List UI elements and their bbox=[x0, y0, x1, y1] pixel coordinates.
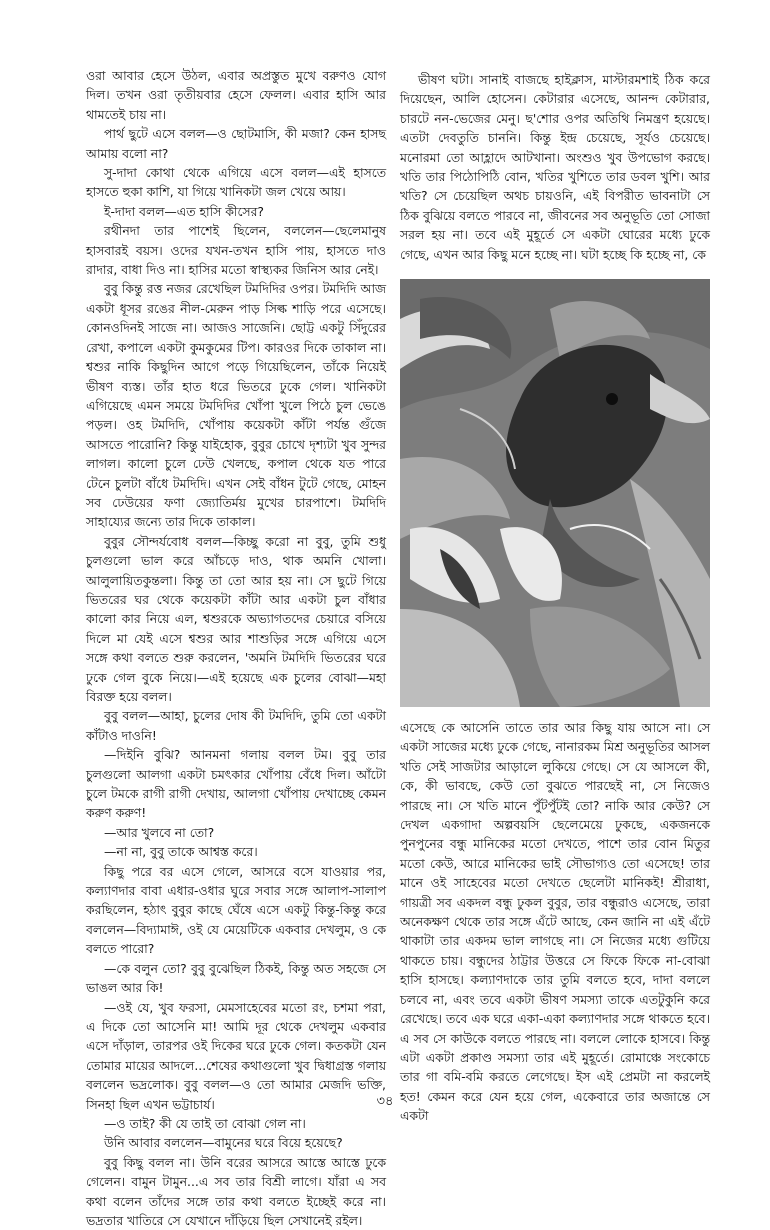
paragraph: —দিইনি বুঝি? আনমনা গলায় বলল টম। বুবু তার চুলগুলো আলগা একটা চমৎকার খোঁপায় বেঁধে দিল। আঁটো চুলে টমকে রাগী রাগী দেখায়, আলগা খোঁপায় দেখাচ্ছে কেমন করুণ করুণ! bbox=[86, 747, 386, 821]
paragraph: বুবু কিন্তু রত্ত নজর রেখেছিল টমদিদির ওপর। টমদিদি আজ একটা ধূসর রঙের নীল-মেরুন পাড় সিল্ক শাড়ি পরে এসেছে। কোনওদিনই সাজে না। আজও সাজেনি। ছোট্ট একটু সিঁদুরের রেখা, কপালে একটা কুমকুমের টিপ। কারওর দিকে তাকাল না। শ্বশুর নাকি কিছুদিন আগে পড়ে গিয়েছিলেন, তাঁকে নিয়েই ভীষণ ব্যস্ত। তাঁর হাত ধরে ভিতরে ঢুকে গেল। খানিকটা এগিয়েছে এমন সময়ে টমদিদির খোঁপা খুলে পিঠে চুল ভেঙে পড়ল। ওহ টমদিদি, খোঁপায় কয়েকটা কাঁটা পর্যন্ত গুঁজে আসতে পারোনি? কিন্তু যাইহোক, বুবুর চোখে দৃশ্যটা খুব সুন্দর লাগল। কালো চুলে ঢেউ খেলছে, কপাল থেকে যত পারে টেনে চুলটা বাঁধে টমদিদি। এখন সেই বাঁধন টুটে গেছে, মোহন সব ঢেউয়ের ফণা জ্যোতির্ময় মুখের চারপাশে। টমদিদি সাহায্যের জন্যে তার দিকে তাকাল। bbox=[86, 281, 386, 530]
paragraph: এসেছে কে আসেনি তাতে তার আর কিছু যায় আসে না। সে একটা সাজের মধ্যে ঢুকে গেছে, নানারকম মিশ্র অনুভূতির আসল খতি সেই সাজটার আড়ালে লুকিয়ে গেছে। সে যে আসলে কী, কে, কী ভাবছে, কেউ তো বুঝতে পারছেই না, সে নিজেও পারছে না। সে খতি মানে পুঁটপুঁটই তো? নাকি আর কেউ? সে দেখল একগাদা অল্পবয়সি ছেলেমেয়ে ঢুকছে, একজনকে পুনপুনের বন্ধু মানিকের মতো দেখতে, পাশে তার বোন মিতুর মতো কেউ, আরে মানিকের ভাই সৌভাগ্যও তো এসেছে! তার মানে ওই সাহেবের মতো দেখতে ছেলেটা মানিকই! শ্রীরাধা, গায়ত্রী সব একদল বন্ধু ঢুকল বুবুর, তার বন্ধুরাও এসেছে, তারা অনেকক্ষণ থেকে তার সঙ্গে এঁটে আছে, কেন জানি না এই এঁটে থাকাটা তার একদম ভাল লাগছে না। সে নিজের মধ্যে গুটিয়ে থাকতে চায়। বন্ধুদের ঠাট্টার উত্তরে সে ফিকে ফিকে না-বোঝা হাসি হাসছে। কল্যাণদাকে তার তুমি বলতে হবে, দাদা বললে চলবে না, এবং তবে একটা ভীষণ সমস্যা তাকে এতটুকুনি করে রেখেছে। তবে এক ঘরে একা-একা কল্যাণদার সঙ্গে থাকতে হবে। এ সব সে কাউকে বলতে পারছে না। বললে লোকে হাসবে। কিন্তু এটা একটা প্রকাণ্ড সমস্যা তার এই মুহূর্তে। রোমাঞ্চে সংকোচে তার গা বমি-বমি করতে লেগেছে। ইস এই প্রেমটা না করলেই হত! কেমন করে যেন হয়ে গেল, একেবারে তার অজান্তে সে একটা bbox=[400, 720, 710, 1124]
paragraph: কিছু পরে বর এসে গেলে, আসরে বসে যাওয়ার পর, কল্যাণদার বাবা এধার-ওধার ঘুরে সবার সঙ্গে আলাপ-সালাপ করছিলেন, হঠাৎ বুবুর কাছে ঘেঁষে এসে একটু কিন্তু-কিন্তু করে বললেন—বিদ্যামাঈ, ওই যে মেয়েটিকে একবার দেখলুম, ও কে বলতে পারো? bbox=[86, 863, 386, 957]
paragraph: —কে বলুন তো? বুবু বুঝেছিল ঠিকই, কিন্তু অত সহজে সে ভাঙল আর কি! bbox=[86, 960, 386, 996]
paragraph: ওরা আবার হেসে উঠল, এবার অপ্রস্তুত মুখে বরুণও যোগ দিল। তখন ওরা তৃতীয়বার হেসে ফেলল। এবার হাসি আর থামতেই চায় না। bbox=[86, 68, 386, 122]
right-text-column-top bbox=[400, 70, 710, 264]
right-text-column-bottom bbox=[400, 718, 710, 1126]
paragraph: রথীনদা তার পাশেই ছিলেন, বললেন—ছেলেমানুষ হাসবারই বয়স। ওদের যখন-তখন হাসি পায়, হাসতে দাও রাদার, বাধা দিও না। হাসির মতো স্বাস্থ্যকর জিনিস আর নেই। bbox=[86, 223, 386, 278]
paragraph: বুবু কিছু বলল না। উনি বরের আসরে আস্তে আস্তে ঢুকে গেলেন। বামুন টামুন...এ সব তার বিশ্রী লাগে। যাঁরা এ সব কথা বলেন তাঁদের সঙ্গে তার কথা বলতে ইচ্ছেই করে না। ভদ্রতার খাতিরে সে যেখানে দাঁড়িয়ে ছিল সেখানেই রইল। bbox=[86, 1154, 386, 1228]
paragraph: —ও তাই? কী যে তাই তা বোঝা গেল না। bbox=[104, 1115, 306, 1131]
paragraph: —না না, বুবু তাকে আশ্বস্ত করে। bbox=[104, 844, 258, 860]
paragraph: বুবু বলল—আহা, চুলের দোষ কী টমদিদি, তুমি তো একটা কাঁটাও দাওনি! bbox=[86, 708, 386, 743]
page-number: ৩৪ bbox=[376, 1094, 394, 1109]
paragraph: ভীষণ ঘটা। সানাই বাজছে হাইক্লাস, মাস্টারমশাই ঠিক করে দিয়েছেন, আলি হোসেন। কেটারার এসেছে, আনন্দ কেটারার, চারটে নন-ভেজের মেনু। ছ'শোর ওপর অতিথি নিমন্ত্রণ হয়েছে। এতটা দেবতুতি চাননি। কিন্তু ইন্দ্র চেয়েছে, সূর্যও চেয়েছে। মনোরমা তো আহ্লাদে আটখানা। অংশুও খুব উপভোগ করছে। খতি তার পিঠোপিঠি বোন, খতির খুশিতে তার ডবল খুশি। আর খতি? সে চেয়েছিল অথচ চায়ওনি, এই বিপরীত ভাবনাটা সে ঠিক বুঝিয়ে বলতে পারবে না, জীবনের সব অনুভূতি তো সোজা সরল হয় না। তবে এই মুহূর্তে সে একটা ঘোরের মধ্যে ঢুকে গেছে, এখন আর কিছু মনে হচ্ছে না। ঘটা হচ্ছে কি হচ্ছে না, কে bbox=[400, 72, 710, 262]
paragraph: —আর খুলবে না তো? bbox=[104, 824, 215, 840]
paragraph: পার্থ ছুটে এসে বলল—ও ছোটমাসি, কী মজা? কেন হাসছ আমায় বলো না? bbox=[86, 126, 386, 161]
paragraph: উনি আবার বললেন—বামুনের ঘরে বিয়ে হয়েছে? bbox=[104, 1135, 343, 1151]
illustration-painting bbox=[400, 279, 710, 707]
paragraph: —ওই যে, খুব ফরসা, মেমসাহেবের মতো রং, চশমা পরা, এ দিকে তো আসেনি মা! আমি দূর থেকে দেখলুম একবার এসে দাঁড়াল, তারপর ওই দিকের ঘরে ঢুকে গেল। কতকটা যেন তোমার মায়ের আদলে...শেষের কথাগুলো খুব দ্বিধাগ্রস্ত গলায় বললেন ভদ্রলোক। বুবু বলল—ও তো আমার মেজদি ভক্তি, সিনহা ছিল এখন ভট্টাচার্য। bbox=[86, 999, 386, 1112]
paragraph: সু-দাদা কোথা থেকে এগিয়ে এসে বলল—এই হাসতে হাসতে হুকা কাশি, যা গিয়ে খানিকটা জল খেয়ে আয়। bbox=[86, 165, 386, 200]
paragraph: বুবুর সৌন্দর্যবোধ বলল—কিচ্ছু করো না বুবু, তুমি শুধু চুলগুলো ভাল করে আঁচড়ে দাও, থাক অমনি খোলা। আলুলায়িতকুন্তলা। কিন্তু তা তো আর হয় না। সে ছুটে গিয়ে ভিতরের ঘর থেকে কয়েকটা কাঁটা আর একটা চুল বাঁধার কালো কার নিয়ে এল, শ্বশুরকে অভ্যাগতদের চেয়ারে বসিয়ে দিলে মা যেই এসে শ্বশুর আর শাশুড়ির সঙ্গে এগিয়ে এসে সঙ্গে কথা বলতে শুরু করলেন, 'অমনি টমদিদি ভিতরের ঘরে ঢুকে গেল বুকে নিয়ে।—এই হয়েছে এক চুলের বোঝা—মহা বিরক্ত হয়ে বলল। bbox=[86, 533, 386, 704]
left-text-column bbox=[86, 66, 386, 1230]
paragraph: ই-দাদা বলল—এত হাসি কীসের? bbox=[104, 203, 265, 219]
